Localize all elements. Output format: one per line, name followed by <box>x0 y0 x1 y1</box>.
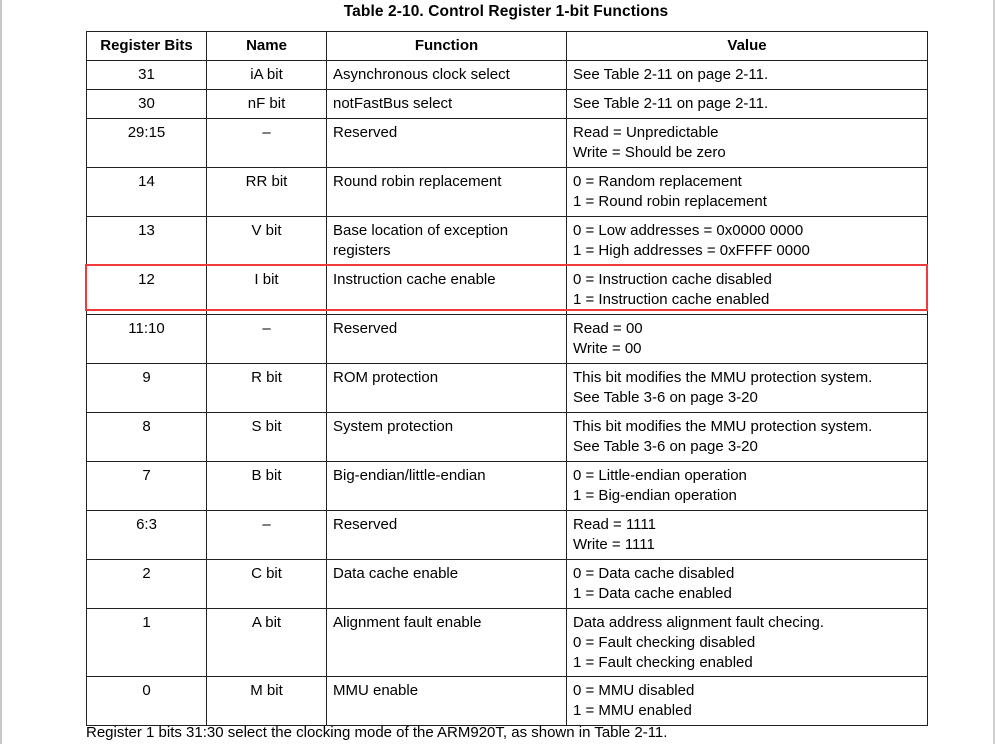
cell-name: R bit <box>207 364 327 413</box>
value-line: 0 = Fault checking disabled <box>573 634 756 651</box>
value-line: See Table 3-6 on page 3-20 <box>573 438 758 455</box>
value-line: Read = Unpredictable <box>573 124 719 141</box>
function-line: registers <box>333 242 391 259</box>
cell-value <box>567 315 928 364</box>
cell-value <box>567 61 928 90</box>
cell-function <box>327 364 567 413</box>
value-line: Write = 00 <box>573 340 642 357</box>
table-row <box>87 119 928 168</box>
cell-bits: 2 <box>87 560 207 609</box>
table-row <box>87 168 928 217</box>
table-row <box>87 560 928 609</box>
cell-function <box>327 266 567 315</box>
cell-name: – <box>207 511 327 560</box>
function-line: Big-endian/little-endian <box>333 467 486 484</box>
value-line: This bit modifies the MMU protection system. <box>573 369 873 386</box>
cell-name: – <box>207 315 327 364</box>
cell-function <box>327 119 567 168</box>
value-line: See Table 3-6 on page 3-20 <box>573 389 758 406</box>
cell-function <box>327 61 567 90</box>
cell-bits: 0 <box>87 677 207 726</box>
table-row <box>87 462 928 511</box>
function-line: Reserved <box>333 320 398 337</box>
table-row <box>87 511 928 560</box>
table-row <box>87 315 928 364</box>
cell-function <box>327 511 567 560</box>
value-line: 1 = MMU enabled <box>573 702 692 719</box>
function-line: Asynchronous clock select <box>333 66 510 83</box>
cell-value <box>567 266 928 315</box>
cell-function <box>327 90 567 119</box>
cell-value <box>567 413 928 462</box>
function-line: notFastBus select <box>333 95 453 112</box>
cell-value <box>567 364 928 413</box>
cell-bits: 7 <box>87 462 207 511</box>
value-line: 1 = High addresses = 0xFFFF 0000 <box>573 242 810 259</box>
value-line: 0 = MMU disabled <box>573 682 695 699</box>
value-line: 0 = Little-endian operation <box>573 467 747 484</box>
table-row <box>87 609 928 677</box>
table-title: Table 2-10. Control Register 1-bit Functions <box>343 3 669 20</box>
function-line: ROM protection <box>333 369 439 386</box>
table-row <box>87 364 928 413</box>
cell-name: I bit <box>207 266 327 315</box>
cell-bits: 13 <box>87 217 207 266</box>
header-value: Value <box>567 32 928 61</box>
value-line: This bit modifies the MMU protection system. <box>573 418 873 435</box>
cell-name: C bit <box>207 560 327 609</box>
value-line: 1 = Instruction cache enabled <box>573 291 770 308</box>
function-line: Data cache enable <box>333 565 459 582</box>
value-line: Write = Should be zero <box>573 144 726 161</box>
cell-function <box>327 315 567 364</box>
function-line: Base location of exception <box>333 222 509 239</box>
cell-name: B bit <box>207 462 327 511</box>
page-edge-left <box>0 0 2 744</box>
header-name: Name <box>207 32 327 61</box>
cell-name: S bit <box>207 413 327 462</box>
value-line: 1 = Round robin replacement <box>573 193 767 210</box>
value-line: 0 = Data cache disabled <box>573 565 735 582</box>
cell-function <box>327 677 567 726</box>
cell-name: – <box>207 119 327 168</box>
table-row-highlighted <box>87 266 928 315</box>
cell-function <box>327 217 567 266</box>
cell-value <box>567 119 928 168</box>
value-line: Read = 1111 <box>573 516 656 533</box>
cell-bits: 11:10 <box>87 315 207 364</box>
table-row <box>87 413 928 462</box>
function-line: System protection <box>333 418 454 435</box>
function-line: Reserved <box>333 516 398 533</box>
cell-value <box>567 609 928 677</box>
table-header-row <box>87 32 928 61</box>
cell-bits: 14 <box>87 168 207 217</box>
cell-name: iA bit <box>207 61 327 90</box>
cell-value <box>567 168 928 217</box>
cell-name: A bit <box>207 609 327 677</box>
value-line: 1 = Data cache enabled <box>573 585 732 602</box>
cell-value <box>567 90 928 119</box>
cell-bits: 1 <box>87 609 207 677</box>
cell-name: V bit <box>207 217 327 266</box>
cell-name: nF bit <box>207 90 327 119</box>
table-row <box>87 677 928 726</box>
cell-function <box>327 168 567 217</box>
function-line: MMU enable <box>333 682 419 699</box>
function-line: Alignment fault enable <box>333 614 482 631</box>
cell-function <box>327 560 567 609</box>
cell-bits: 30 <box>87 90 207 119</box>
value-line: 0 = Random replacement <box>573 173 742 190</box>
cell-bits: 8 <box>87 413 207 462</box>
table-caption: Register 1 bits 31:30 select the clocking mode of the ARM920T, as shown in Table 2-11. <box>86 724 668 741</box>
value-line: See Table 2-11 on page 2-11. <box>573 66 769 83</box>
cell-bits: 29:15 <box>87 119 207 168</box>
cell-bits: 31 <box>87 61 207 90</box>
control-register-table <box>86 31 928 726</box>
cell-bits: 9 <box>87 364 207 413</box>
cell-name: M bit <box>207 677 327 726</box>
cell-function <box>327 462 567 511</box>
header-register-bits: Register Bits <box>87 32 207 61</box>
table-row <box>87 90 928 119</box>
function-line: Instruction cache enable <box>333 271 496 288</box>
cell-value <box>567 560 928 609</box>
value-line: Data address alignment fault checing. <box>573 614 824 631</box>
value-line: 1 = Fault checking enabled <box>573 654 753 671</box>
table-row <box>87 61 928 90</box>
cell-bits: 12 <box>87 266 207 315</box>
value-line: 0 = Low addresses = 0x0000 0000 <box>573 222 804 239</box>
value-line: Write = 1111 <box>573 536 655 553</box>
cell-bits: 6:3 <box>87 511 207 560</box>
cell-value <box>567 462 928 511</box>
cell-value <box>567 511 928 560</box>
header-function: Function <box>327 32 567 61</box>
cell-function <box>327 609 567 677</box>
value-line: 0 = Instruction cache disabled <box>573 271 772 288</box>
cell-value <box>567 677 928 726</box>
value-line: Read = 00 <box>573 320 643 337</box>
cell-name: RR bit <box>207 168 327 217</box>
cell-function <box>327 413 567 462</box>
cell-value <box>567 217 928 266</box>
table-row <box>87 217 928 266</box>
function-line: Round robin replacement <box>333 173 502 190</box>
function-line: Reserved <box>333 124 398 141</box>
value-line: See Table 2-11 on page 2-11. <box>573 95 769 112</box>
value-line: 1 = Big-endian operation <box>573 487 737 504</box>
